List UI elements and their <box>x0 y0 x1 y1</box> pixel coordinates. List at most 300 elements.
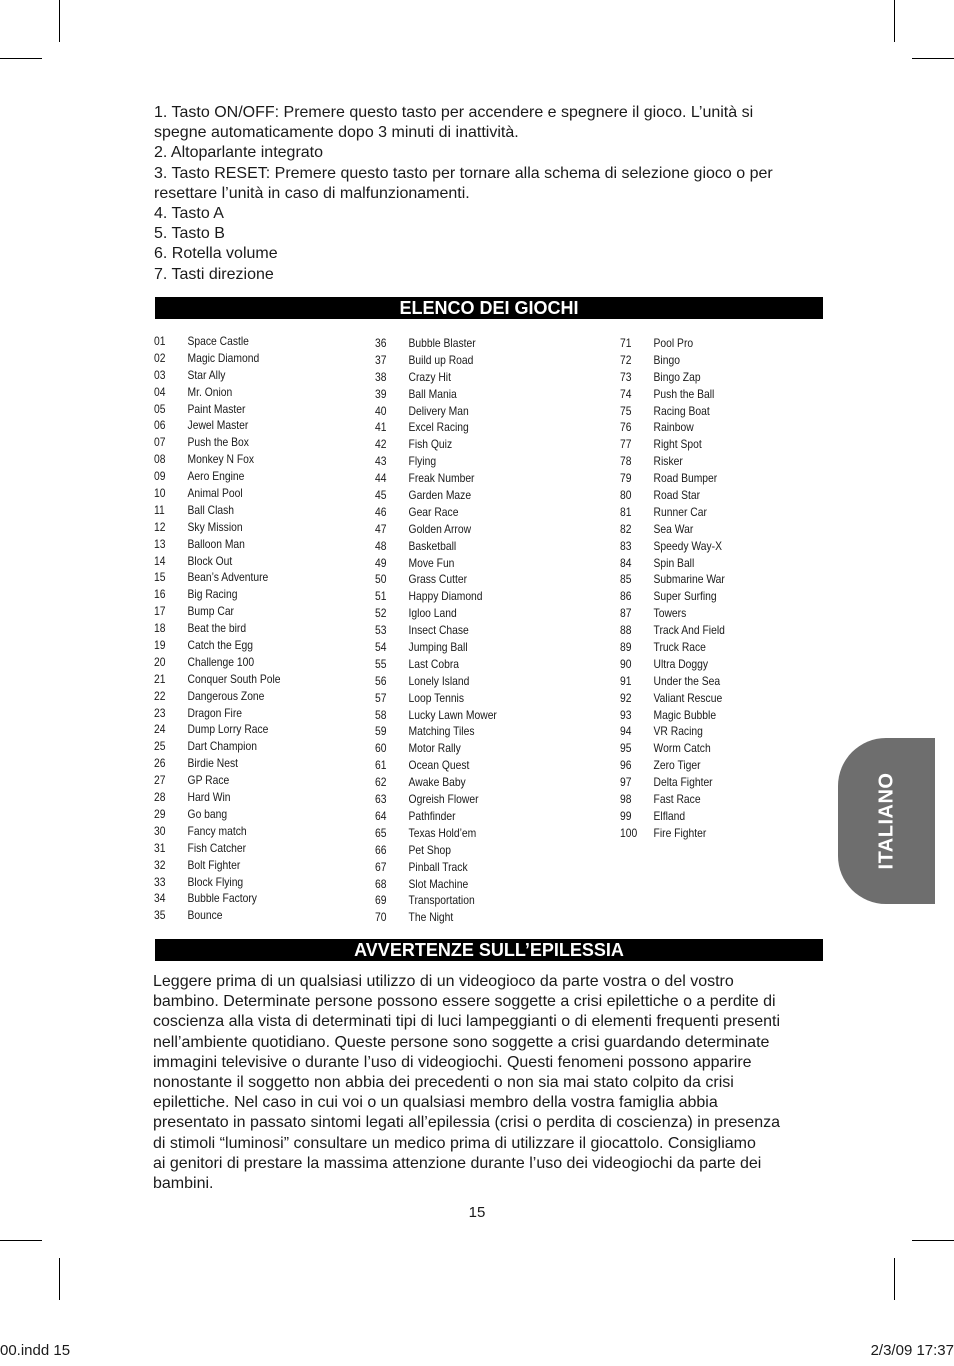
game-number: 34 <box>154 891 166 906</box>
game-list-item <box>154 350 280 367</box>
game-number: 81 <box>620 504 632 519</box>
game-list-item <box>154 367 280 384</box>
game-title: Road Bumper <box>653 471 718 486</box>
game-title: Texas Hold’em <box>408 825 477 840</box>
game-list-item <box>620 690 725 707</box>
game-title: Space Castle <box>187 334 249 348</box>
game-title: Motor Rally <box>408 741 461 756</box>
game-list-item <box>375 656 497 673</box>
game-number: 91 <box>620 673 632 688</box>
game-title: Delivery Man <box>408 403 469 418</box>
controls-line: 2. Altoparlante integrato <box>154 144 324 162</box>
game-number: 51 <box>375 589 387 604</box>
game-title: Sky Mission <box>187 519 243 534</box>
game-title: Beat the bird <box>187 621 247 636</box>
game-title: Ocean Quest <box>408 758 470 773</box>
games-column-3 <box>620 335 725 842</box>
game-list-item <box>620 757 725 774</box>
game-list-item <box>620 723 725 740</box>
game-title: Truck Race <box>653 640 706 655</box>
game-title: Monkey N Fox <box>187 452 255 467</box>
game-title: Garden Maze <box>408 488 472 503</box>
game-title: Build up Road <box>408 352 474 367</box>
game-number: 80 <box>620 488 632 503</box>
game-number: 97 <box>620 775 632 790</box>
game-title: Magic Diamond <box>187 350 260 365</box>
game-number: 05 <box>154 401 166 416</box>
game-title: Grass Cutter <box>408 572 468 587</box>
game-list-item <box>154 536 280 553</box>
game-title: Spin Ball <box>653 555 695 570</box>
game-list-item <box>375 673 497 690</box>
game-title: Sea War <box>653 521 694 536</box>
game-title: Risker <box>653 454 683 469</box>
game-number: 48 <box>375 538 387 553</box>
game-list-item <box>154 502 280 519</box>
game-number: 43 <box>375 454 387 469</box>
game-number: 10 <box>154 486 166 501</box>
game-number: 88 <box>620 623 632 638</box>
game-number: 46 <box>375 504 387 519</box>
game-number: 24 <box>154 722 166 737</box>
game-list-item <box>620 352 725 369</box>
game-number: 02 <box>154 350 166 365</box>
game-title: Bean’s Adventure <box>187 570 269 585</box>
game-number: 38 <box>375 369 387 384</box>
game-number: 62 <box>375 775 387 790</box>
crop-mark <box>912 1240 954 1241</box>
game-list-item <box>375 470 497 487</box>
game-title: Basketball <box>408 538 457 553</box>
game-title: Last Cobra <box>408 656 460 671</box>
game-list-item <box>154 553 280 570</box>
game-number: 42 <box>375 437 387 452</box>
game-title: Move Fun <box>408 555 455 570</box>
game-title: Speedy Way-X <box>653 538 722 553</box>
game-list-item <box>375 690 497 707</box>
game-number: 85 <box>620 572 632 587</box>
game-title: Dragon Fire <box>187 705 243 720</box>
game-number: 37 <box>375 352 387 367</box>
game-list-item <box>620 605 725 622</box>
game-title: Delta Fighter <box>653 775 713 790</box>
game-list-item <box>375 892 497 909</box>
warning-line: bambini. <box>153 1175 214 1193</box>
game-list-item <box>154 620 280 637</box>
game-number: 54 <box>375 640 387 655</box>
controls-line: 5. Tasto B <box>154 225 225 243</box>
game-list-item <box>154 823 280 840</box>
game-number: 26 <box>154 756 166 771</box>
game-number: 56 <box>375 673 387 688</box>
game-number: 17 <box>154 604 166 619</box>
game-number: 04 <box>154 384 166 399</box>
warning-paragraph <box>153 972 825 1194</box>
game-list-item <box>154 401 280 418</box>
game-title: Submarine War <box>653 572 725 587</box>
game-list-item <box>620 808 725 825</box>
game-list-item <box>154 874 280 891</box>
controls-line: 4. Tasto A <box>154 205 224 223</box>
game-list-item <box>154 569 280 586</box>
game-title: The Night <box>408 910 454 925</box>
game-number: 64 <box>375 808 387 823</box>
game-number: 100 <box>620 825 638 840</box>
game-list-item <box>375 352 497 369</box>
game-list-item <box>375 386 497 403</box>
warning-line: immagini televisive o durante l’uso di videogiochi. Questi fenomeni possono apparire <box>153 1053 752 1071</box>
game-number: 82 <box>620 521 632 536</box>
game-list-item <box>154 755 280 772</box>
game-title: Fire Fighter <box>653 825 707 840</box>
game-number: 09 <box>154 469 166 484</box>
game-title: Worm Catch <box>653 741 711 756</box>
game-list-item <box>154 738 280 755</box>
game-list-item <box>154 654 280 671</box>
controls-line: 7. Tasti direzione <box>154 265 274 283</box>
game-title: Catch the Egg <box>187 638 253 653</box>
game-number: 11 <box>154 502 165 517</box>
game-list-item <box>375 707 497 724</box>
game-list-item <box>154 434 280 451</box>
controls-line: 1. Tasto ON/OFF: Premere questo tasto per accendere e spegnere il gioco. L’unità si <box>154 104 754 121</box>
game-title: Bingo Zap <box>653 369 701 384</box>
game-list-item <box>620 419 725 436</box>
game-list-item <box>620 622 725 639</box>
game-list-item <box>620 571 725 588</box>
game-number: 25 <box>154 739 166 754</box>
game-number: 67 <box>375 859 387 874</box>
game-number: 66 <box>375 842 387 857</box>
game-title: Fish Catcher <box>187 840 247 855</box>
game-number: 50 <box>375 572 387 587</box>
game-number: 12 <box>154 519 166 534</box>
game-list-item <box>375 504 497 521</box>
game-title: Freak Number <box>408 471 475 486</box>
game-number: 60 <box>375 741 387 756</box>
game-number: 58 <box>375 707 387 722</box>
game-number: 39 <box>375 386 387 401</box>
game-list-item <box>154 637 280 654</box>
game-number: 84 <box>620 555 632 570</box>
game-title: Lucky Lawn Mower <box>408 707 497 722</box>
game-title: Jewel Master <box>187 418 249 433</box>
game-number: 06 <box>154 418 166 433</box>
game-number: 14 <box>154 553 166 568</box>
page-number: 15 <box>468 1204 486 1221</box>
game-number: 65 <box>375 825 387 840</box>
game-list-item <box>620 470 725 487</box>
game-list-item <box>375 723 497 740</box>
game-title: Mr. Onion <box>187 384 233 399</box>
game-list-item <box>620 588 725 605</box>
game-number: 59 <box>375 724 387 739</box>
game-list-item <box>154 890 280 907</box>
game-list-item <box>620 538 725 555</box>
game-number: 30 <box>154 823 166 838</box>
game-title: Runner Car <box>653 504 707 519</box>
game-number: 55 <box>375 656 387 671</box>
game-title: Bubble Blaster <box>408 336 476 350</box>
game-title: Birdie Nest <box>187 756 239 771</box>
game-list-item <box>154 857 280 874</box>
game-list-item <box>375 436 497 453</box>
game-list-item <box>154 417 280 434</box>
game-title: Hard Win <box>187 790 231 805</box>
game-list-item <box>620 774 725 791</box>
game-number: 83 <box>620 538 632 553</box>
game-number: 57 <box>375 690 387 705</box>
game-title: Dump Lorry Race <box>187 722 269 737</box>
game-list-item <box>620 504 725 521</box>
game-number: 92 <box>620 690 632 705</box>
game-number: 45 <box>375 488 387 503</box>
game-list-item <box>154 789 280 806</box>
game-number: 01 <box>154 334 166 348</box>
language-tab-label: ITALIANO <box>875 772 898 870</box>
warning-line: nonostante il soggetto non abbia dei precedenti o non sia mai stato colpito da crisi <box>153 1074 734 1092</box>
game-title: Fancy match <box>187 823 247 838</box>
game-number: 95 <box>620 741 632 756</box>
game-title: Elfland <box>653 808 686 823</box>
game-title: Dart Champion <box>187 739 257 754</box>
crop-mark <box>894 1258 895 1300</box>
slug-date: 2/3/09 17:37 <box>870 1342 954 1359</box>
game-number: 87 <box>620 606 632 621</box>
game-title: Zero Tiger <box>653 758 701 773</box>
game-title: Big Racing <box>187 587 238 602</box>
game-number: 49 <box>375 555 387 570</box>
game-title: Rainbow <box>653 420 694 435</box>
game-list-item <box>154 603 280 620</box>
game-title: Right Spot <box>653 437 702 452</box>
crop-mark <box>0 58 42 59</box>
game-list-item <box>620 673 725 690</box>
game-title: Gear Race <box>408 504 459 519</box>
game-number: 61 <box>375 758 387 773</box>
game-number: 27 <box>154 773 166 788</box>
warning-line: Leggere prima di un qualsiasi utilizzo di un videogioco da parte vostra o del vostro <box>153 973 734 990</box>
game-title: Block Out <box>187 553 233 568</box>
game-number: 70 <box>375 910 387 925</box>
game-number: 31 <box>154 840 166 855</box>
game-list-item <box>375 825 497 842</box>
game-list-item <box>154 451 280 468</box>
crop-mark <box>894 0 895 42</box>
warning-line: ai genitori di prestare la massima attenzione durante l’uso dei videogiochi da parte dei <box>153 1154 762 1172</box>
game-list-item <box>375 740 497 757</box>
warning-line: bambino. Determinate persone possono essere soggette a crisi epilettiche o a perdite di <box>153 993 776 1011</box>
game-title: Star Ally <box>187 367 226 382</box>
game-list-item <box>620 386 725 403</box>
game-title: Towers <box>653 606 687 621</box>
game-list-item <box>620 825 725 842</box>
game-number: 68 <box>375 876 387 891</box>
game-number: 72 <box>620 352 632 367</box>
game-title: Bounce <box>187 908 223 923</box>
game-number: 71 <box>620 336 632 350</box>
game-title: Under the Sea <box>653 673 721 688</box>
game-list-item <box>154 721 280 738</box>
game-list-item <box>154 840 280 857</box>
game-list-item <box>620 791 725 808</box>
game-title: Jumping Ball <box>408 640 468 655</box>
game-list-item <box>154 671 280 688</box>
game-title: Racing Boat <box>653 403 710 418</box>
game-title: Flying <box>408 454 437 469</box>
controls-list <box>154 103 824 285</box>
game-title: Conquer South Pole <box>187 671 281 686</box>
game-list-item <box>620 487 725 504</box>
game-list-item <box>154 705 280 722</box>
game-list-item <box>154 688 280 705</box>
game-title: Matching Tiles <box>408 724 475 739</box>
game-list-item <box>154 806 280 823</box>
game-title: Fast Race <box>653 792 701 807</box>
game-title: Lonely Island <box>408 673 470 688</box>
game-list-item <box>154 586 280 603</box>
game-number: 40 <box>375 403 387 418</box>
game-number: 21 <box>154 671 166 686</box>
game-number: 28 <box>154 790 166 805</box>
crop-mark <box>59 1258 60 1300</box>
game-number: 36 <box>375 336 387 350</box>
game-list-item <box>620 639 725 656</box>
game-number: 76 <box>620 420 632 435</box>
crop-mark <box>0 1240 42 1241</box>
game-title: Happy Diamond <box>408 589 483 604</box>
game-title: Pinball Track <box>408 859 468 874</box>
game-number: 90 <box>620 656 632 671</box>
game-number: 03 <box>154 367 166 382</box>
game-title: Igloo Land <box>408 606 457 621</box>
game-title: Bolt Fighter <box>187 857 241 872</box>
game-title: Balloon Man <box>187 536 245 551</box>
game-list-item <box>375 403 497 420</box>
game-list-item <box>154 907 280 924</box>
game-number: 77 <box>620 437 632 452</box>
game-list-item <box>375 588 497 605</box>
game-number: 99 <box>620 808 632 823</box>
game-list-item <box>375 909 497 926</box>
game-number: 20 <box>154 654 166 669</box>
game-title: Pool Pro <box>653 336 694 350</box>
controls-line: 3. Tasto RESET: Premere questo tasto per tornare alla schema di selezione gioco o per <box>154 164 773 182</box>
game-title: Push the Box <box>187 435 249 450</box>
game-list-item <box>154 519 280 536</box>
game-number: 79 <box>620 471 632 486</box>
game-number: 89 <box>620 640 632 655</box>
game-title: Paint Master <box>187 401 246 416</box>
game-title: Pathfinder <box>408 808 456 823</box>
game-list-item <box>154 384 280 401</box>
game-list-item <box>375 487 497 504</box>
game-list-item <box>620 656 725 673</box>
game-title: Pet Shop <box>408 842 452 857</box>
game-title: Push the Ball <box>653 386 715 401</box>
game-number: 44 <box>375 471 387 486</box>
game-title: Bingo <box>653 352 680 367</box>
game-title: Block Flying <box>187 874 244 889</box>
game-number: 98 <box>620 792 632 807</box>
game-list-item <box>620 740 725 757</box>
game-title: VR Racing <box>653 724 703 739</box>
game-list-item <box>620 555 725 572</box>
game-title: Magic Bubble <box>653 707 717 722</box>
game-list-item <box>154 772 280 789</box>
game-title: Challenge 100 <box>187 654 255 669</box>
game-number: 29 <box>154 806 166 821</box>
game-title: Bump Car <box>187 604 235 619</box>
game-list-item <box>375 808 497 825</box>
game-list-item <box>620 436 725 453</box>
game-title: Ball Mania <box>408 386 457 401</box>
game-list-item <box>375 622 497 639</box>
game-list-item <box>375 876 497 893</box>
game-title: Animal Pool <box>187 486 243 501</box>
game-title: Insect Chase <box>408 623 469 638</box>
controls-line: spegne automaticamente dopo 3 minuti di inattività. <box>154 124 519 142</box>
game-title: Ball Clash <box>187 502 235 517</box>
crop-mark <box>912 58 954 59</box>
game-number: 33 <box>154 874 166 889</box>
games-column-1 <box>154 333 280 924</box>
game-number: 22 <box>154 688 166 703</box>
game-number: 52 <box>375 606 387 621</box>
game-number: 19 <box>154 638 166 653</box>
game-title: Slot Machine <box>408 876 469 891</box>
game-title: Track And Field <box>653 623 725 638</box>
game-list-item <box>375 538 497 555</box>
game-number: 15 <box>154 570 166 585</box>
game-list-item <box>620 369 725 386</box>
game-list-item <box>375 419 497 436</box>
game-title: Ogreish Flower <box>408 792 479 807</box>
game-list-item <box>154 485 280 502</box>
game-title: Dangerous Zone <box>187 688 265 703</box>
game-title: Bubble Factory <box>187 891 257 906</box>
game-number: 35 <box>154 908 166 923</box>
game-list-item <box>375 521 497 538</box>
game-number: 16 <box>154 587 166 602</box>
controls-line: resettare l’unità in caso di malfunzionamenti. <box>154 184 470 202</box>
game-number: 78 <box>620 454 632 469</box>
game-list-item <box>375 774 497 791</box>
warning-line: epilettiche. Nel caso in cui voi o un qualsiasi membro della vostra famiglia abbia <box>153 1094 718 1112</box>
game-number: 23 <box>154 705 166 720</box>
crop-mark <box>59 0 60 42</box>
game-list-item <box>154 333 280 350</box>
game-list-item <box>620 453 725 470</box>
warning-heading: AVVERTENZE SULL’EPILESSIA <box>155 939 823 961</box>
games-column-2 <box>375 335 497 926</box>
game-number: 07 <box>154 435 166 450</box>
game-title: Transportation <box>408 893 475 908</box>
game-number: 86 <box>620 589 632 604</box>
game-list-item <box>375 453 497 470</box>
game-number: 41 <box>375 420 387 435</box>
game-title: GP Race <box>187 773 230 788</box>
game-list-item <box>375 555 497 572</box>
game-number: 63 <box>375 792 387 807</box>
game-title: Crazy Hit <box>408 369 451 384</box>
game-number: 73 <box>620 369 632 384</box>
game-number: 75 <box>620 403 632 418</box>
warning-line: presentato in passato sintomi legati all’epilessia (crisi o perdita di coscienza) in presenza <box>153 1114 780 1132</box>
game-title: Excel Racing <box>408 420 469 435</box>
game-number: 47 <box>375 521 387 536</box>
controls-line: 6. Rotella volume <box>154 245 278 263</box>
